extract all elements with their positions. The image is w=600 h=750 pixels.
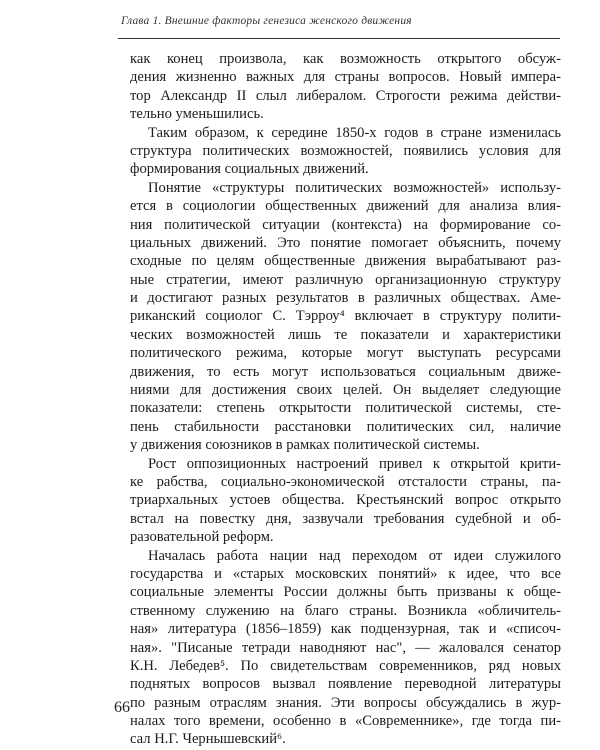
text-line: циальных движений. Это понятие помогает объяснить, почему <box>130 234 561 251</box>
text-line: триархальных устоев общества. Крестьянский вопрос открыто <box>130 492 561 509</box>
text-line: Началась работа нации над переходом от идеи служилого <box>148 547 561 564</box>
text-line: Рост оппозиционных настроений привел к открытой крити- <box>148 455 561 472</box>
text-line: К.Н. Лебедев⁵. По свидетельствам современников, ряд новых <box>130 657 561 674</box>
text-line: ственному служению на благо страны. Возникла «обличитель- <box>130 602 561 619</box>
text-line: разовательной реформ. <box>130 529 274 546</box>
text-line: тельно уменьшились. <box>130 106 264 123</box>
text-line: государства и «старых московских понятий» к идее, что все <box>130 565 561 582</box>
text-line: как конец произвола, как возможность открытого обсуж- <box>130 51 561 67</box>
text-line: показатели: степень открытости политической системы, сте- <box>130 400 561 417</box>
page-number: 66 <box>114 699 130 716</box>
text-line: Таким образом, к середине 1850-х годов в стране изменилась <box>148 124 561 141</box>
paragraph <box>130 50 561 124</box>
paragraph <box>130 124 561 179</box>
paragraph <box>130 547 561 749</box>
text-line: ниями для достижения своих целей. Он выделяет следующие <box>130 382 561 399</box>
body-text <box>130 50 561 749</box>
text-line: ные стратегии, имеют различную организационную структуру <box>130 271 561 288</box>
text-line: дения жизненно важных для страны вопросов. Новый импера- <box>130 69 561 86</box>
text-line: поднятых вопросов вызвал появление переводной литературы <box>130 676 561 693</box>
text-line: сал Н.Г. Чернышевский⁶. <box>130 731 286 748</box>
text-line: налах того времени, особенно в «Современнике», где тогда пи- <box>130 713 561 730</box>
text-line: и достигают разных результатов в различных обществах. Аме- <box>130 290 561 307</box>
text-line: тор Александр II слыл либералом. Строгости режима действи- <box>130 87 561 104</box>
text-line: ческих возможностей лишь те показатели и характеристики <box>130 326 561 343</box>
text-line: ная» литература (1856–1859) как подцензурная, так и «списоч- <box>130 621 561 638</box>
text-line: ке рабства, социально-экономической отсталости страны, па- <box>130 473 561 490</box>
paragraph <box>130 455 561 547</box>
text-line: ная». "Писаные тетради наводняют нас", — жаловался сенатор <box>130 639 561 656</box>
header-rule <box>118 38 560 39</box>
text-line: риканский социолог С. Тэрроу⁴ включает в структуру полити- <box>130 308 561 325</box>
running-header: Глава 1. Внешние факторы генезиса женского движения <box>121 15 412 27</box>
text-line: сходные по целям общественные движения вырабатывают раз- <box>130 253 561 270</box>
text-line: встал на повестку дня, зазвучали требования судебной и об- <box>130 510 561 527</box>
paragraph <box>130 179 561 455</box>
text-line: структура политических возможностей, появились условия для <box>130 142 561 159</box>
text-line: ется в социологии общественных движений для анализа влия- <box>130 198 561 215</box>
text-line: политического режима, которые могут выступать ресурсами <box>130 345 561 362</box>
text-line: у движения союзников в рамках политической системы. <box>130 437 480 454</box>
text-line: движения, то есть могут использоваться социальным движе- <box>130 363 561 380</box>
text-line: по разным отраслям знания. Эти вопросы обсуждались в жур- <box>130 694 561 711</box>
text-line: социальные элементы России должны быть призваны к обще- <box>130 584 561 601</box>
text-line: Понятие «структуры политических возможностей» использу- <box>148 179 561 196</box>
text-line: формирования социальных движений. <box>130 161 369 178</box>
text-line: пень стабильности расстановки политических сил, наличие <box>130 418 561 435</box>
text-line: ния политической ситуации (контекста) на формирование со- <box>130 216 561 233</box>
